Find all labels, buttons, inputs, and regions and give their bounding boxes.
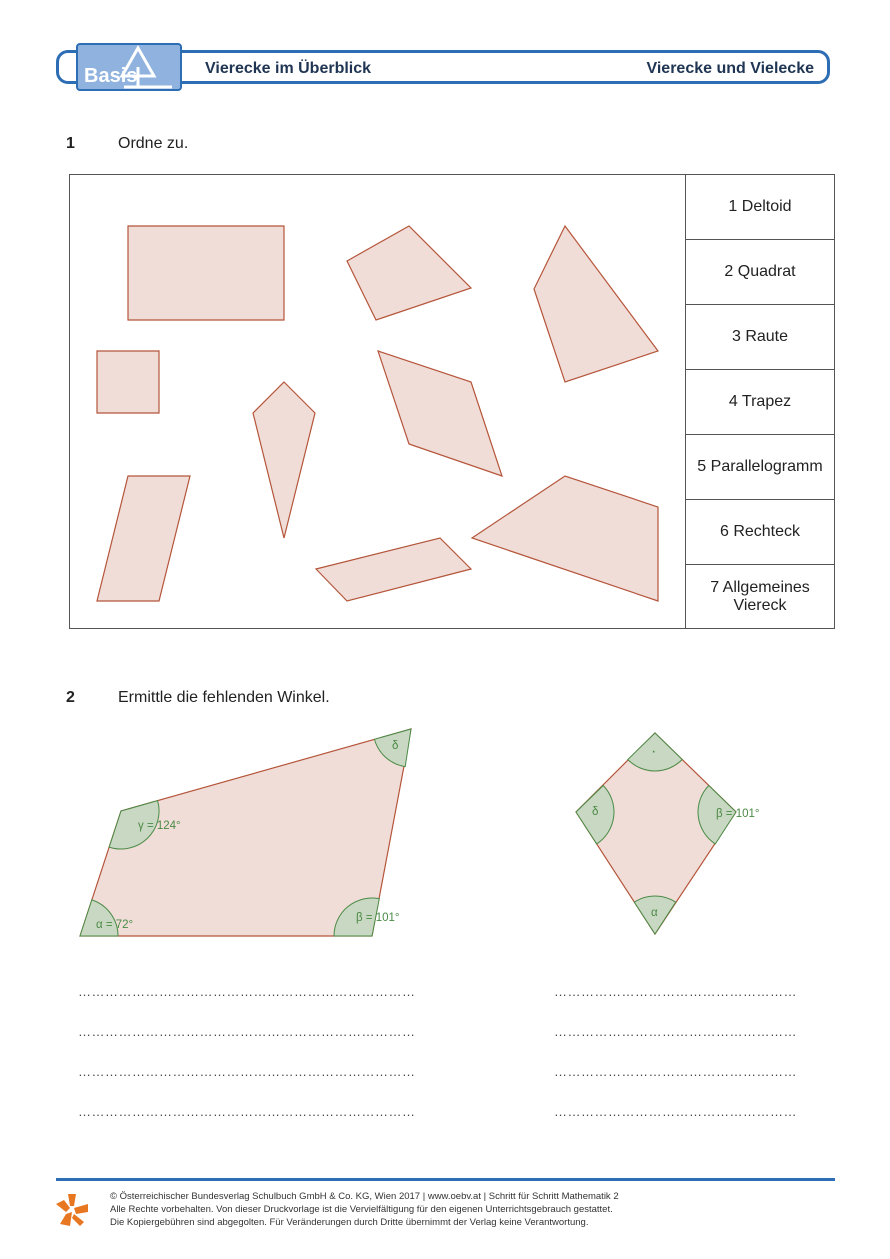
task2-number: 2: [66, 689, 75, 706]
page-title: Vierecke im Überblick: [205, 60, 372, 77]
footer-disclaimer: Die Kopiergebühren sind abgegolten. Für Veränderungen durch Dritte übernimmt der Verlag keine Verantwortung.: [110, 1217, 589, 1228]
option-allgemeines-viereck: 7 Allgemeines Viereck: [710, 578, 810, 614]
quad2-right-angle-dot: ·: [651, 743, 657, 760]
task2-instruction: Ermittle die fehlenden Winkel.: [118, 689, 330, 706]
quad2-beta-label: β = 101°: [716, 808, 760, 820]
footer-rights: Alle Rechte vorbehalten. Von dieser Druckvorlage ist die Vervielfältigung für den eigenen Unterrichtsgebrauch gestattet.: [110, 1204, 613, 1215]
chapter-topic: Vierecke und Vielecke: [646, 60, 814, 77]
answer-line-left-3: …………………………………………………………………: [78, 1064, 416, 1079]
answer-line-right-2: ………………………………………………: [554, 1024, 797, 1039]
quad1-gamma-label: γ = 124°: [138, 820, 181, 832]
answer-line-left-4: …………………………………………………………………: [78, 1104, 416, 1119]
quad2-delta-label: δ: [592, 806, 599, 818]
option-parallelogramm: 5 Parallelogramm: [686, 435, 834, 500]
option-rechteck: 6 Rechteck: [686, 500, 834, 565]
quad1-alpha-label: α = 72°: [96, 919, 134, 931]
answer-line-left-2: …………………………………………………………………: [78, 1024, 416, 1039]
answer-line-right-4: ………………………………………………: [554, 1104, 797, 1119]
task1-instruction: Ordne zu.: [118, 135, 189, 152]
task1-number: 1: [66, 135, 75, 152]
footer-divider: [56, 1178, 835, 1181]
option-quadrat: 2 Quadrat: [686, 240, 834, 305]
publisher-logo-icon: [54, 1192, 90, 1228]
answer-line-right-3: ………………………………………………: [554, 1064, 797, 1079]
answer-line-right-1: ………………………………………………: [554, 984, 797, 999]
answer-line-left-1: …………………………………………………………………: [78, 984, 416, 999]
option-trapez: 4 Trapez: [686, 370, 834, 435]
option-deltoid: 1 Deltoid: [686, 175, 834, 240]
quad1-beta-label: β = 101°: [356, 912, 400, 924]
footer-copyright: © Österreichischer Bundesverlag Schulbuch GmbH & Co. KG, Wien 2017 | www.oebv.at | Schritt für Schritt Mathematik 2: [110, 1191, 619, 1202]
quad1-delta-label: δ: [392, 740, 399, 752]
option-raute: 3 Raute: [686, 305, 834, 370]
basis-label: Basis: [84, 65, 138, 87]
quad2-alpha-label: α: [651, 907, 658, 919]
